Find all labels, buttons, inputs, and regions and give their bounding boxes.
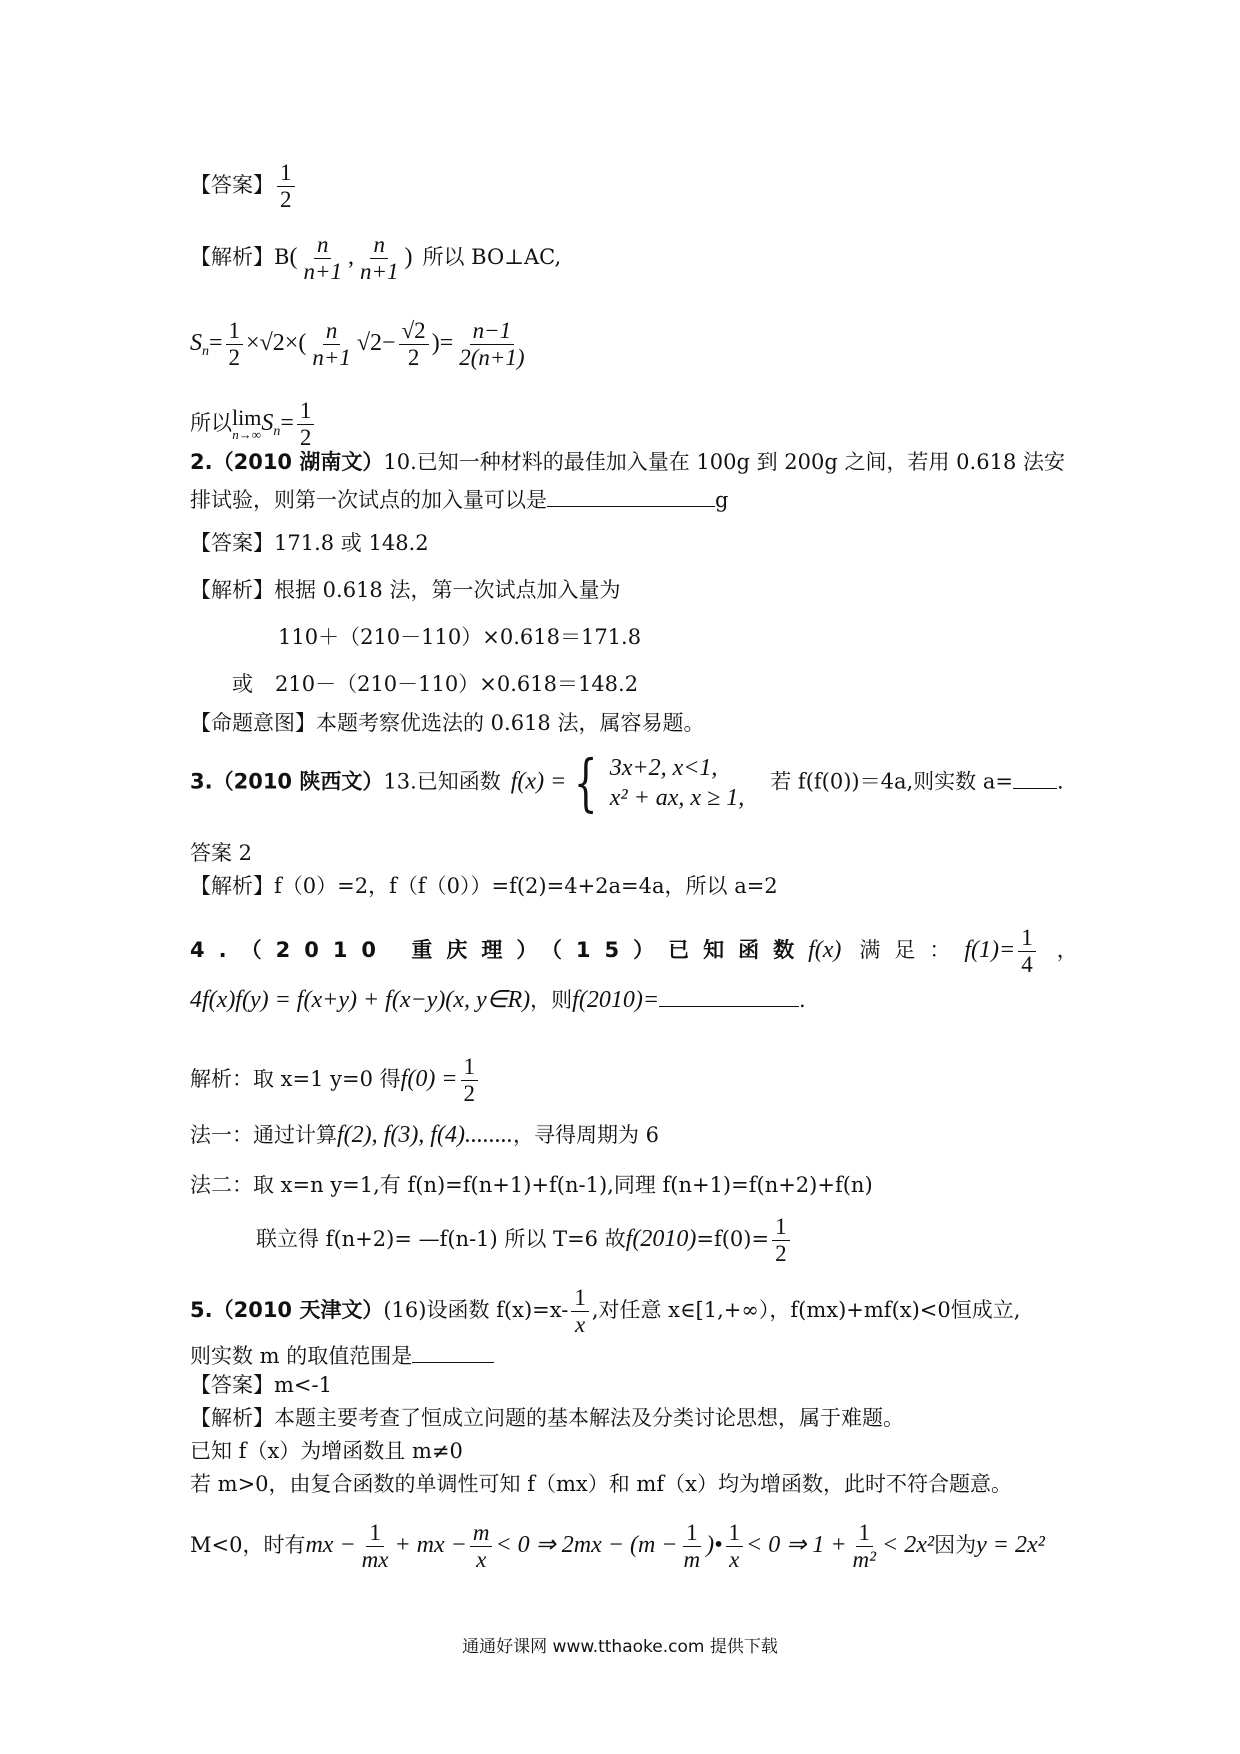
question-text: ,对任意 x∈[1,+∞），f(mx)+mf(x)<0恒成立, bbox=[591, 1298, 1021, 1322]
answer-blank bbox=[547, 482, 715, 507]
fraction bbox=[571, 1285, 589, 1338]
q4-line-2 bbox=[190, 982, 806, 1015]
answer-label: 【答案】 bbox=[190, 173, 274, 197]
question-heading: 4.（2010 重庆理）（15）已知函数 bbox=[190, 938, 809, 962]
minus: − bbox=[382, 330, 396, 356]
answer-blank bbox=[1013, 764, 1057, 789]
denominator: 2 bbox=[775, 1241, 787, 1266]
f2010-expression: f(2010)= bbox=[572, 987, 660, 1013]
limit-operator bbox=[232, 404, 262, 442]
denominator: 2 bbox=[407, 345, 420, 370]
or-word: 或 bbox=[232, 672, 253, 696]
numerator: 1 bbox=[772, 1214, 790, 1241]
q4-method-2: 法二：取 x=n y=1,有 f(n)=f(n+1)+f(n-1),同理 f(n+1)=f(n+2)+f(n) bbox=[190, 1173, 873, 1197]
fraction bbox=[470, 1520, 493, 1573]
sqrt-two: √2 bbox=[356, 330, 383, 356]
q2-calc-1: 110＋（210－110）×0.618＝171.8 bbox=[278, 625, 642, 649]
sn-subscript: n bbox=[273, 424, 281, 440]
math-part: < 0 ⇒ 1 + bbox=[746, 1532, 847, 1558]
q2-answer: 【答案】171.8 或 148.2 bbox=[190, 531, 429, 555]
denominator: x bbox=[729, 1547, 740, 1572]
question-text: 10.已知一种材料的最佳加入量在 100g 到 200g 之间，若用 0.618 法安 bbox=[383, 450, 1065, 474]
question-text: ，则 bbox=[530, 988, 573, 1012]
denominator: 2 bbox=[280, 187, 292, 212]
derivation-text: 因为 bbox=[934, 1533, 977, 1557]
sn-subscript: n bbox=[202, 344, 209, 360]
q4-method-2b bbox=[256, 1214, 793, 1267]
math-part: < 0 ⇒ 2mx − (m − bbox=[495, 1532, 678, 1558]
case-1: 3x+2, x<1, bbox=[609, 755, 718, 781]
numerator: 1 bbox=[277, 160, 295, 187]
left-brace: { bbox=[574, 746, 598, 819]
times: × bbox=[284, 330, 299, 356]
question-heading: 3.（2010 陕西文） bbox=[190, 769, 384, 794]
denominator: 2 bbox=[463, 1081, 476, 1106]
analysis-text: 解析：取 x=1 y=0 得 bbox=[190, 1067, 401, 1091]
denominator: m² bbox=[852, 1547, 877, 1572]
limit-line bbox=[190, 398, 317, 451]
question-text: 排试验，则第一次试点的加入量可以是 bbox=[190, 488, 547, 512]
fraction bbox=[461, 1054, 479, 1107]
method-text: 法一：通过计算 bbox=[190, 1123, 337, 1147]
numerator: n bbox=[370, 232, 388, 259]
sn-symbol: S bbox=[261, 410, 274, 436]
equals: = bbox=[209, 330, 223, 356]
function-symbol: f(x) bbox=[808, 937, 842, 963]
q5-line-2 bbox=[190, 1338, 494, 1371]
fraction bbox=[1018, 925, 1036, 978]
unit: g bbox=[715, 488, 729, 512]
fraction bbox=[850, 1520, 880, 1573]
answer-blank bbox=[412, 1338, 494, 1363]
fraction bbox=[681, 1520, 704, 1573]
q2-calc-2 bbox=[232, 669, 638, 699]
q5-line-1 bbox=[190, 1285, 1020, 1338]
q2-line-2 bbox=[190, 482, 728, 515]
lim-subscript: n→∞ bbox=[232, 426, 262, 442]
denominator: x bbox=[476, 1547, 487, 1572]
question-text: 则实数 m 的取值范围是 bbox=[190, 1344, 413, 1368]
numerator: 1 bbox=[461, 1054, 479, 1081]
numerator: 1 bbox=[856, 1520, 874, 1547]
denominator: n+1 bbox=[303, 259, 342, 284]
functional-equation: 4f(x)f(y) = f(x+y) + f(x−y)(x, y∈R) bbox=[190, 987, 531, 1013]
q5-answer: 【答案】m<-1 bbox=[190, 1373, 332, 1397]
denominator: 2(n+1) bbox=[459, 345, 525, 370]
period: . bbox=[799, 988, 806, 1012]
denominator: n+1 bbox=[312, 345, 351, 370]
question-text: 满足： bbox=[859, 938, 965, 962]
question-heading: 5.（2010 天津文） bbox=[190, 1298, 384, 1322]
numerator: 1 bbox=[571, 1285, 589, 1312]
numerator: m bbox=[470, 1520, 493, 1547]
denominator: 2 bbox=[228, 345, 241, 370]
limit-prefix: 所以 bbox=[190, 411, 232, 435]
q4-analysis bbox=[190, 1054, 481, 1107]
denominator: x bbox=[574, 1312, 586, 1337]
numerator: √2 bbox=[399, 318, 429, 345]
sqrt-two: √2 bbox=[259, 330, 285, 356]
numerator: n bbox=[314, 232, 332, 259]
q3-answer: 答案 2 bbox=[190, 841, 253, 865]
numerator: 1 bbox=[683, 1520, 701, 1547]
math-part: + mx − bbox=[394, 1532, 467, 1558]
comma: ， bbox=[1056, 938, 1078, 962]
q5-analysis: 【解析】本题主要考查了恒成立问题的基本解法及分类讨论思想，属于难题。 bbox=[190, 1406, 904, 1430]
numerator: 1 bbox=[226, 318, 244, 345]
fraction bbox=[300, 232, 345, 285]
calc-text: 210－（210－110）×0.618＝148.2 bbox=[275, 672, 639, 696]
period: . bbox=[1056, 769, 1064, 794]
numerator: 1 bbox=[297, 398, 315, 425]
sn-formula: $S_n=$ $\frac{1}{2}$ ×√2×( $\frac{n}{n+1}$ √2− $\frac{√2}{2}$ )= $\frac{n-1}{2(n+1)}$ bbox=[190, 318, 531, 371]
denominator: mx bbox=[361, 1547, 389, 1572]
f1-expression: f(1)= bbox=[964, 937, 1016, 963]
numerator: 1 bbox=[1018, 925, 1036, 952]
math-part: y = 2x² bbox=[976, 1532, 1045, 1558]
numerator: 1 bbox=[726, 1520, 744, 1547]
q5-text-2: 若 m>0，由复合函数的单调性可知 f（mx）和 mf（x）均为增函数，此时不符合题意。 bbox=[190, 1472, 1012, 1496]
equals: = bbox=[439, 330, 454, 356]
question-text: (16)设函数 f(x)=x- bbox=[383, 1298, 569, 1322]
fraction bbox=[309, 318, 354, 371]
times: × bbox=[246, 330, 260, 356]
denominator: 4 bbox=[1021, 952, 1033, 977]
case-2: x² + ax, x ≥ 1, bbox=[609, 785, 745, 811]
denominator: 2 bbox=[299, 425, 312, 450]
f0-expression: f(0) = bbox=[400, 1066, 458, 1092]
method-text: =f(0)= bbox=[696, 1227, 770, 1251]
derivation-text: M<0，时有 bbox=[190, 1533, 306, 1557]
fraction bbox=[357, 232, 402, 285]
math-part: )• bbox=[706, 1532, 723, 1558]
numerator: n−1 bbox=[470, 318, 515, 345]
lim-word: lim bbox=[232, 404, 262, 430]
fraction bbox=[277, 160, 295, 213]
answer-blank bbox=[659, 982, 799, 1007]
answer-line-1 bbox=[190, 160, 298, 213]
q2-intent: 【命题意图】本题考察优选法的 0.618 法，属容易题。 bbox=[190, 711, 705, 735]
math-part: < 2x² bbox=[882, 1532, 935, 1558]
fraction bbox=[772, 1214, 790, 1267]
fraction bbox=[297, 398, 315, 451]
question-heading: 2.（2010 湖南文） bbox=[190, 450, 384, 474]
f2010-expression: f(2010) bbox=[625, 1226, 697, 1252]
function-symbol: f(x) = bbox=[510, 768, 567, 795]
piecewise bbox=[566, 746, 745, 819]
fraction bbox=[726, 1520, 744, 1573]
method-expression: f(2), f(3), f(4)........ bbox=[337, 1122, 513, 1148]
denominator: n+1 bbox=[359, 259, 399, 284]
math-part: mx − bbox=[305, 1532, 356, 1558]
analysis-text: 所以 BO⊥AC, bbox=[422, 245, 562, 269]
method-text: ，寻得周期为 6 bbox=[512, 1123, 660, 1147]
question-text: 若 f(f(0))＝4a,则实数 a= bbox=[770, 769, 1013, 794]
q4-line-1 bbox=[190, 925, 1078, 978]
fraction bbox=[226, 318, 244, 371]
question-text: 13.已知函数 bbox=[383, 769, 501, 794]
analysis-line-1: 【解析】B( $\frac{n}{n+1}$ , $\frac{n}{n+1}$ ) 所以 BO⊥AC, bbox=[190, 232, 562, 284]
sn-symbol: S bbox=[190, 330, 202, 356]
q2-analysis: 【解析】根据 0.618 法，第一次试点加入量为 bbox=[190, 578, 621, 602]
q3-analysis: 【解析】f（0）=2，f（f（0））=f(2)=4+2a=4a，所以 a=2 bbox=[190, 874, 778, 898]
denominator: m bbox=[683, 1547, 701, 1572]
numerator: n bbox=[323, 318, 341, 345]
numerator: 1 bbox=[366, 1520, 384, 1547]
q3-line bbox=[190, 746, 1064, 819]
method-text: 联立得 f(n+2)= —f(n-1) 所以 T=6 故 bbox=[256, 1227, 626, 1251]
q4-method-1 bbox=[190, 1120, 659, 1150]
equals: = bbox=[280, 410, 294, 436]
q5-derivation bbox=[190, 1520, 1045, 1573]
fraction bbox=[399, 318, 429, 371]
q2-line-1 bbox=[190, 447, 1065, 477]
fraction bbox=[359, 1520, 392, 1573]
page-footer: 通通好课网 www.tthaoke.com 提供下载 bbox=[462, 1637, 778, 1657]
q5-text-1: 已知 f（x）为增函数且 m≠0 bbox=[190, 1439, 463, 1463]
fraction bbox=[456, 318, 527, 371]
analysis-label: 【解析】B bbox=[190, 245, 290, 269]
